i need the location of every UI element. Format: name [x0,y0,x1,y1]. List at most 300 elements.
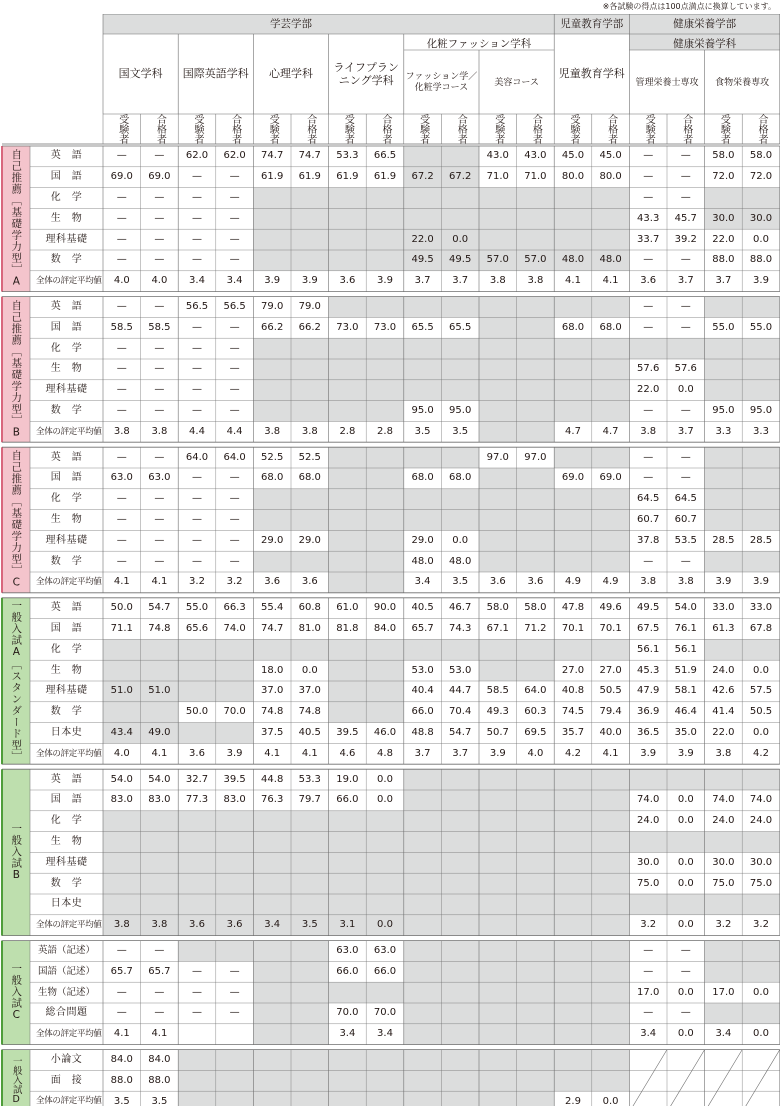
applicant-score: — [191,254,202,266]
section-label: 一般入試C [10,963,23,1023]
applicant-score: 3.5 [113,1095,130,1106]
applicant-score: 44.8 [261,773,284,785]
passer-score: 79.0 [298,300,321,312]
passer-score: 24.0 [749,815,773,827]
applicant-score: — [643,404,654,416]
subject-label: 国 語 [50,171,83,183]
passer-score: 0.0 [753,233,769,245]
passer-score: 4.4 [226,425,243,437]
applicant-score: — [116,1007,127,1019]
passer-score: — [154,300,165,312]
applicant-score: — [116,493,127,505]
passer-score: 30.0 [749,856,773,868]
applicant-score: 3.9 [264,275,281,287]
faculty-header: 健康栄養学部 [673,17,737,30]
applicant-score: 4.0 [113,747,130,759]
passer-score: 4.0 [527,747,544,759]
passer-score: 0.0 [677,986,694,998]
passer-score: 3.7 [677,425,694,437]
subject-label: 国語（記述） [37,966,95,978]
subject-label: 化 学 [50,342,83,354]
applicant-score: 4.1 [113,576,130,588]
applicant-score: 49.5 [411,254,434,266]
applicant-score: — [191,986,202,998]
applicant-score: 48.0 [411,555,434,567]
passer-score: — [680,300,691,312]
applicant-score: 36.5 [637,726,660,738]
applicant-score: 61.0 [336,602,359,614]
passer-score: 64.0 [524,685,547,697]
passer-score: 58.1 [674,685,697,697]
passer-score: 57.5 [749,685,773,697]
subject-label: 英 語 [50,773,83,785]
passer-score: 66.3 [223,602,246,614]
applicant-score: 3.6 [489,576,506,588]
applicant-score: 53.3 [336,150,359,162]
passer-score: 0.0 [677,815,694,827]
passer-score: 66.5 [373,150,397,162]
applicants-header: 受験者 [718,114,730,144]
applicant-score: 3.4 [715,1028,732,1040]
passer-score: 29.0 [298,534,321,546]
applicant-score: 80.0 [561,171,585,183]
subject-label: 化 学 [50,643,83,655]
applicant-score: 68.0 [411,472,434,484]
passer-score: 44.7 [449,685,472,697]
applicant-score: 3.4 [414,576,431,588]
applicant-score: 55.0 [185,602,209,614]
applicant-score: 69.0 [561,472,585,484]
applicant-score: — [643,171,654,183]
passer-score: — [154,233,165,245]
passer-score: 0.0 [677,794,694,806]
applicants-header: 受験者 [116,114,128,144]
applicant-score: 74.0 [712,794,735,806]
passer-score: 70.1 [599,622,622,634]
passer-score: 69.0 [599,472,622,484]
subject-label: 生 物 [50,363,83,375]
passer-score: 3.5 [151,1095,168,1106]
applicant-score: 68.0 [561,321,585,333]
passer-score: 65.7 [148,965,171,977]
passer-score: 46.0 [373,726,397,738]
passer-score: — [154,212,165,224]
applicant-score: 61.9 [261,171,284,183]
subject-label: 国 語 [50,472,83,484]
passer-score: — [154,254,165,266]
applicant-score: 17.0 [637,986,660,998]
applicant-score: 3.8 [113,919,130,931]
applicant-score: 19.0 [336,773,359,785]
applicant-score: 95.0 [712,404,735,416]
applicant-score: — [643,191,654,203]
applicant-score: 55.0 [712,321,735,333]
applicant-score: 24.0 [712,664,735,676]
subject-label: 英 語 [50,451,83,463]
applicant-score: 51.0 [110,685,133,697]
passer-score: — [229,384,240,396]
passer-score: 84.0 [148,1053,171,1065]
applicant-score: 67.2 [411,171,434,183]
passer-score: 56.5 [223,300,246,312]
subject-label: 国 語 [50,321,83,333]
subject-label: 化 学 [50,815,83,827]
applicant-score: 75.0 [637,877,660,889]
passer-score: 67.8 [749,622,773,634]
applicant-score: — [116,404,127,416]
applicant-score: 22.0 [637,384,660,396]
applicant-score: 73.0 [336,321,359,333]
applicant-score: 22.0 [712,726,735,738]
applicant-score: — [116,534,127,546]
passer-score: 30.0 [749,212,773,224]
passer-score: 51.0 [148,685,171,697]
course-header: 食物栄養専攻 [715,77,770,88]
passer-score: — [154,451,165,463]
passer-score: 0.0 [753,726,769,738]
department-header: 化粧ファッション学科 [426,37,532,50]
passer-score: 3.8 [301,425,318,437]
applicant-score: — [643,150,654,162]
applicant-score: — [116,233,127,245]
passer-score: 3.5 [452,425,469,437]
applicant-score: — [191,191,202,203]
passer-score: 0.0 [677,877,694,889]
passer-score: 57.6 [674,363,697,375]
passer-score: 63.0 [148,472,171,484]
faculty-header: 学芸学部 [270,17,312,30]
passer-score: 3.7 [677,275,694,287]
passer-score: — [154,986,165,998]
applicant-score: 3.8 [264,425,281,437]
passer-score: 45.7 [674,212,697,224]
subject-label: 日本史 [50,898,83,910]
passer-score: 0.0 [377,773,393,785]
applicant-score: 2.9 [565,1095,581,1106]
passer-score: 54.0 [148,773,171,785]
passer-score: 74.7 [298,150,321,162]
applicants-header: 受験者 [567,114,579,144]
applicants-header: 受験者 [191,114,203,144]
applicant-score: 4.0 [113,275,130,287]
applicant-score: — [116,150,127,162]
passer-score: — [154,150,165,162]
applicant-score: 3.6 [189,919,205,931]
passer-score: 68.0 [298,472,321,484]
passer-score: 76.1 [674,622,697,634]
subject-label: 生物（記述） [37,986,95,998]
applicant-score: 48.0 [561,254,585,266]
passer-score: — [229,493,240,505]
passer-score: — [680,965,691,977]
passer-score: 88.0 [749,254,773,266]
applicant-score: 83.0 [110,794,133,806]
average-row-label: 全体の評定平均値 [36,276,102,287]
passer-score: 3.6 [301,576,318,588]
passer-score: — [229,321,240,333]
subject-label: 理科基礎 [45,856,88,868]
passer-score: 0.0 [301,664,318,676]
subject-label: 理科基礎 [45,534,88,546]
passer-score: — [154,513,165,525]
applicant-score: 61.3 [712,622,735,634]
applicant-score: 30.0 [712,856,735,868]
passer-score: 68.0 [599,321,622,333]
applicant-score: 29.0 [411,534,434,546]
applicant-score: — [116,191,127,203]
applicant-score: — [643,965,654,977]
average-row-label: 全体の評定平均値 [36,577,102,588]
applicant-score: 52.5 [261,451,284,463]
passer-score: 54.0 [674,602,697,614]
passer-score: 0.0 [753,986,769,998]
average-row-label: 全体の評定平均値 [36,920,102,931]
applicant-score: — [191,233,202,245]
passer-score: 50.5 [749,706,773,718]
applicant-score: 2.8 [339,425,356,437]
applicant-score: 43.0 [486,150,509,162]
passer-score: — [229,534,240,546]
subject-label: 英語（記述） [37,945,95,957]
applicant-score: — [643,555,654,567]
passers-header: 合格者 [379,114,391,144]
applicant-score: 65.6 [185,622,209,634]
passer-score: 80.0 [599,171,622,183]
passer-score: 66.2 [298,321,321,333]
passer-score: 61.9 [373,171,397,183]
passer-score: 0.0 [377,919,393,931]
passer-score: 3.2 [226,576,243,588]
applicant-score: 33.0 [712,602,735,614]
passer-score: 0.0 [677,1028,694,1040]
applicants-header: 受験者 [492,114,504,144]
department-header: 心理学科 [268,67,313,81]
section-label: 一般入試A［スタンダード型］ [10,599,23,763]
applicant-score: 66.0 [336,794,359,806]
applicant-score: 74.7 [261,622,284,634]
passer-score: 0.0 [677,384,694,396]
passer-score: — [154,555,165,567]
applicant-score: 49.3 [486,706,509,718]
applicants-header: 受験者 [643,114,655,144]
subject-label: 生 物 [50,664,83,676]
applicant-score: 22.0 [411,233,434,245]
applicant-score: — [116,384,127,396]
passer-score: 3.5 [452,576,469,588]
applicant-score: — [191,965,202,977]
applicant-score: 32.7 [185,773,209,785]
section-label: 自己推薦［基礎学力型］B [10,299,23,440]
applicant-score: 3.1 [339,919,356,931]
subject-label: 小論文 [50,1053,83,1065]
applicant-score: 74.5 [561,706,585,718]
applicant-score: 53.0 [411,664,434,676]
applicant-score: — [643,472,654,484]
passer-score: — [229,233,240,245]
passer-score: 60.3 [524,706,547,718]
passer-score: 79.4 [599,706,622,718]
passer-score: 71.2 [524,622,547,634]
applicant-score: 74.0 [637,794,660,806]
applicant-score: — [116,555,127,567]
passer-score: 3.4 [377,1028,393,1040]
passers-header: 合格者 [229,114,241,144]
subject-label: 英 語 [50,300,83,312]
applicant-score: 58.5 [486,685,509,697]
subject-label: 国 語 [50,622,83,634]
section-label: 自己推薦［基礎学力型］C [10,450,23,590]
passer-score: — [154,944,165,956]
subject-label: 英 語 [50,150,83,162]
applicant-score: — [116,342,127,354]
section-label: 一般入試B [10,822,23,882]
applicant-score: 79.0 [261,300,284,312]
passer-score: 2.8 [377,425,393,437]
applicant-score: 58.0 [486,602,509,614]
applicant-score: 95.0 [411,404,434,416]
applicant-score: 63.0 [336,944,359,956]
passer-score: — [154,404,165,416]
passer-score: — [680,254,691,266]
applicant-score: — [116,451,127,463]
applicant-score: 3.9 [715,576,732,588]
passer-score: 64.0 [223,451,246,463]
applicant-score: — [116,513,127,525]
passer-score: 35.0 [674,726,697,738]
department-header: 国際英語学科 [182,67,249,81]
passer-score: 74.3 [449,622,472,634]
applicant-score: 3.4 [189,275,205,287]
applicant-score: 3.8 [489,275,506,287]
passer-score: 0.0 [602,1095,619,1106]
applicant-score: 67.1 [486,622,509,634]
applicant-score: 3.7 [414,747,431,759]
passer-score: 46.7 [449,602,472,614]
passer-score: — [229,212,240,224]
passer-score: 3.6 [226,919,243,931]
applicant-score: 64.5 [637,493,660,505]
department-header: 国文学科 [118,67,163,81]
course-header: 管理栄養士専攻 [635,77,699,88]
applicant-score: 72.0 [712,171,735,183]
passers-header: 合格者 [154,114,166,144]
passer-score: 3.4 [226,275,243,287]
applicant-score: 56.1 [637,643,660,655]
applicant-score: — [643,944,654,956]
passer-score: — [229,342,240,354]
applicant-score: 81.8 [336,622,359,634]
applicant-score: 4.9 [565,576,581,588]
applicant-score: 42.6 [712,685,735,697]
passer-score: 52.5 [298,451,321,463]
applicant-score: 66.0 [411,706,434,718]
passer-score: 3.7 [452,275,469,287]
applicant-score: 24.0 [712,815,735,827]
passer-score: — [680,150,691,162]
applicant-score: 4.2 [565,747,581,759]
applicant-score: 36.9 [637,706,660,718]
applicant-score: 27.0 [561,664,585,676]
applicant-score: 3.5 [414,425,431,437]
passer-score: 88.0 [148,1074,171,1086]
applicant-score: — [191,171,202,183]
section-label: 一般入試D [10,1056,22,1106]
applicant-score: 71.1 [110,622,133,634]
passer-score: 4.1 [602,747,619,759]
applicant-score: 40.4 [411,685,434,697]
applicant-score: — [191,534,202,546]
applicant-score: 70.0 [336,1007,359,1019]
applicant-score: — [191,212,202,224]
passer-score: 46.4 [674,706,697,718]
applicant-score: 30.0 [637,856,660,868]
passer-score: 60.7 [674,513,697,525]
passer-score: 49.5 [449,254,472,266]
passer-score: 49.0 [148,726,171,738]
applicant-score: — [191,321,202,333]
subject-label: 生 物 [50,835,83,847]
applicant-score: — [191,513,202,525]
applicant-score: 47.9 [637,685,660,697]
passer-score: 3.8 [151,425,168,437]
passer-score: 58.5 [148,321,171,333]
passer-score: 3.6 [527,576,544,588]
passer-score: 37.0 [298,685,321,697]
applicant-score: 3.6 [339,275,356,287]
passer-score: 39.5 [223,773,246,785]
section-label: 自己推薦［基礎学力型］A [10,149,23,289]
passer-score: 4.1 [151,576,168,588]
applicant-score: 67.5 [637,622,660,634]
passer-score: 4.9 [602,576,619,588]
applicant-score: 17.0 [712,986,735,998]
passer-score: 71.0 [524,171,547,183]
passer-score: 4.1 [301,747,318,759]
applicant-score: 88.0 [712,254,735,266]
passer-score: — [154,493,165,505]
passers-header: 合格者 [755,114,767,144]
passer-score: 70.0 [223,706,246,718]
passer-score: 4.2 [753,747,769,759]
applicant-score: 65.5 [411,321,434,333]
applicant-score: 3.2 [640,919,657,931]
applicant-score: 63.0 [110,472,133,484]
passer-score: 3.9 [753,275,769,287]
passer-score: 4.0 [151,275,168,287]
average-row-label: 全体の評定平均値 [36,1029,102,1040]
passer-score: 54.7 [148,602,171,614]
applicant-score: 3.2 [189,576,205,588]
applicant-score: 58.0 [712,150,735,162]
passer-score: 48.0 [449,555,472,567]
passer-score: — [154,384,165,396]
passer-score: 75.0 [749,877,773,889]
applicant-score: 62.0 [185,150,209,162]
passer-score: 0.0 [677,856,694,868]
department-header: 児童教育学科 [558,67,625,81]
passer-score: 74.8 [298,706,321,718]
applicant-score: 40.5 [411,602,434,614]
passer-score: 3.9 [377,275,393,287]
applicant-score: — [116,254,127,266]
passer-score: 90.0 [373,602,397,614]
applicant-score: — [116,363,127,375]
applicant-score: 33.7 [637,233,660,245]
applicant-score: 4.7 [565,425,581,437]
course-header: 美容コース [494,77,539,88]
subject-label: 数 学 [50,555,83,567]
passer-score: — [680,555,691,567]
